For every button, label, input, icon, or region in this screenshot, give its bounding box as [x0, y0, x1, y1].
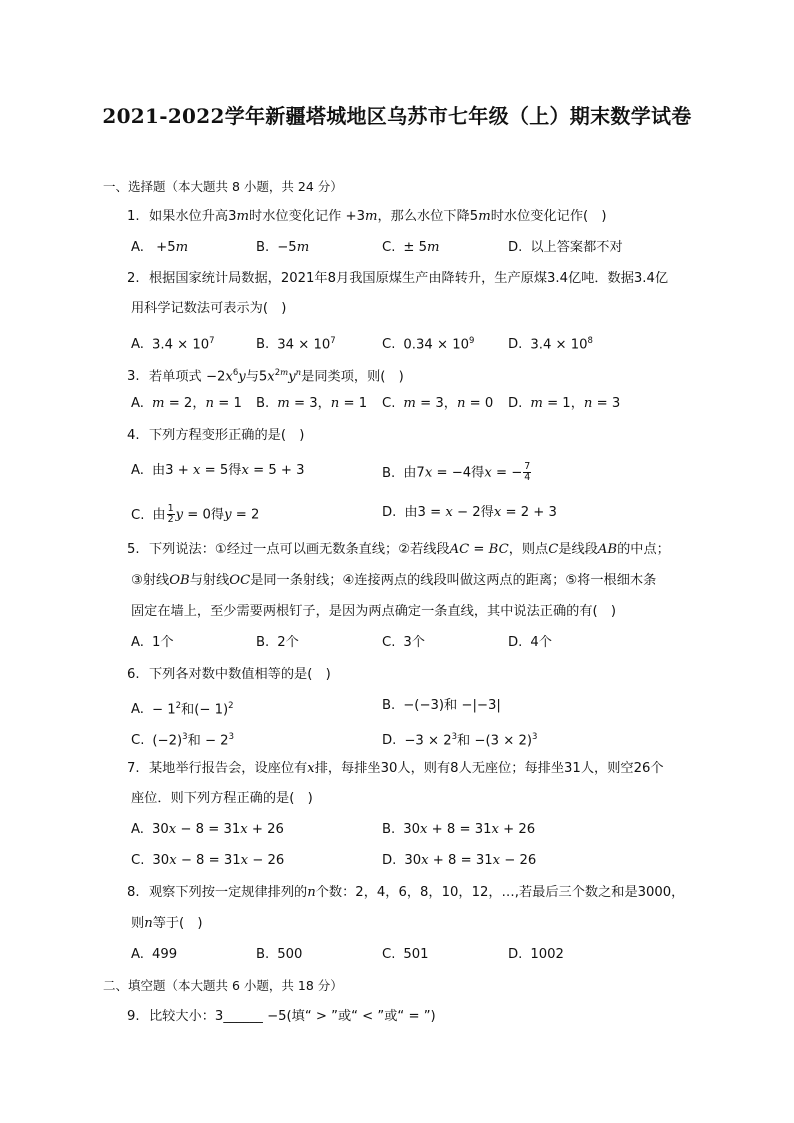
q6-option-a[interactable]: A. − $1^2$和(− 1)$^2$	[131, 701, 234, 718]
question-6: 6. 下列各对数中数值相等的是( )	[127, 667, 331, 682]
q7-option-b[interactable]: B. 30x + 8 = 31x + 26	[382, 822, 536, 837]
question-2: 2. 根据国家统计局数据，2021年8月我国原煤生产由降转升，生产原煤3.4亿吨．数据3.4亿	[127, 271, 669, 286]
q3-option-c[interactable]: C. m = 3，n = 0	[382, 396, 494, 411]
q8-option-a[interactable]: A. 499	[131, 947, 178, 962]
q1-option-c[interactable]: C. ± 5m	[382, 240, 440, 255]
question-9: 9. 比较大小：3______ −5(填“ > ”或“ < ”或“ = ”)	[127, 1009, 436, 1024]
question-5: 5. 下列说法：①经过一点可以画无数条直线；②若线段AC = BC，则点C是线段AB的中点；	[127, 542, 670, 557]
q3-option-d[interactable]: D. m = 1，n = 3	[508, 396, 621, 411]
q2-option-c[interactable]: C. $0.34 \times 10^9$	[382, 336, 475, 353]
q5-option-a[interactable]: A. 1个	[131, 635, 174, 650]
q6-option-c[interactable]: C. $(-2)^3$和 − $2^3$	[131, 732, 234, 749]
q4-option-b[interactable]: B. 由7x = −4得x = − $\frac{7}{4}$	[382, 461, 531, 483]
q7-option-a[interactable]: A. 30x − 8 = 31x + 26	[131, 822, 284, 837]
question-5-line2: ③射线OB与射线OC是同一条射线；④连接两点的线段叫做这两点的距离；⑤将一根细木条	[131, 573, 657, 588]
page-title: 2021-2022学年新疆塔城地区乌苏市七年级（上）期末数学试卷	[102, 104, 692, 128]
question-5-line3: 固定在墙上，至少需要两根钉子，是因为两点确定一条直线，其中说法正确的有( )	[131, 604, 617, 619]
q8-option-c[interactable]: C. 501	[382, 947, 429, 962]
q2-option-a[interactable]: A. $3.4 \times 10^7$	[131, 336, 215, 353]
q1-option-d[interactable]: D. 以上答案都不对	[508, 240, 623, 255]
q2-option-d[interactable]: D. $3.4 \times 10^8$	[508, 336, 593, 353]
question-4: 4. 下列方程变形正确的是( )	[127, 428, 305, 443]
q6-option-b[interactable]: B. −(−3)和 −|−3|	[382, 698, 501, 713]
q1-option-b[interactable]: B. −5m	[256, 240, 310, 255]
q5-option-c[interactable]: C. 3个	[382, 635, 425, 650]
q4-option-d[interactable]: D. 由3 = x − 2得x = 2 + 3	[382, 505, 557, 520]
section-heading-fill: 二、填空题（本大题共 6 小题，共 18 分）	[103, 978, 343, 993]
section-heading-choice: 一、选择题（本大题共 8 小题，共 24 分）	[103, 179, 343, 194]
q5-option-d[interactable]: D. 4个	[508, 635, 552, 650]
q7-option-c[interactable]: C. 30x − 8 = 31x − 26	[131, 853, 285, 868]
q4-option-c[interactable]: C. 由 $\frac{1}{2}$ y = 0得y = 2	[131, 503, 260, 525]
q3-option-b[interactable]: B. m = 3，n = 1	[256, 396, 368, 411]
q3-option-a[interactable]: A. m = 2，n = 1	[131, 396, 242, 411]
question-8: 8. 观察下列按一定规律排列的n个数：2，4，6，8，10，12，…,若最后三个数之和是3000，	[127, 885, 685, 900]
question-2-line2: 用科学记数法可表示为( )	[131, 301, 287, 316]
question-7: 7. 某地举行报告会，设座位有x排，每排坐30人，则有8人无座位；每排坐31人，则空26个	[127, 761, 664, 776]
answer-blank[interactable]: ______	[223, 1009, 263, 1024]
question-3: 3. 若单项式 $-2x^6y$与$5x^{2m}y^n$是同类项，则( )	[127, 368, 404, 385]
q2-option-b[interactable]: B. $34 \times 10^7$	[256, 336, 336, 353]
question-7-line2: 座位．则下列方程正确的是( )	[131, 791, 313, 806]
q4-option-a[interactable]: A. 由3 + x = 5得x = 5 + 3	[131, 463, 305, 478]
q5-option-b[interactable]: B. 2个	[256, 635, 299, 650]
q7-option-d[interactable]: D. 30x + 8 = 31x − 26	[382, 853, 537, 868]
question-1: 1. 如果水位升高3m时水位变化记作 +3m，那么水位下降5m时水位变化记作( )	[127, 209, 607, 224]
q8-option-b[interactable]: B. 500	[256, 947, 303, 962]
question-8-line2: 则n等于( )	[131, 916, 203, 931]
question-number: 1.	[127, 209, 140, 224]
q8-option-d[interactable]: D. 1002	[508, 947, 564, 962]
q1-option-a[interactable]: A. +5m	[131, 240, 189, 255]
q6-option-d[interactable]: D. $-3 \times 2^3$和 $-(3 \times 2)^3$	[382, 732, 538, 749]
